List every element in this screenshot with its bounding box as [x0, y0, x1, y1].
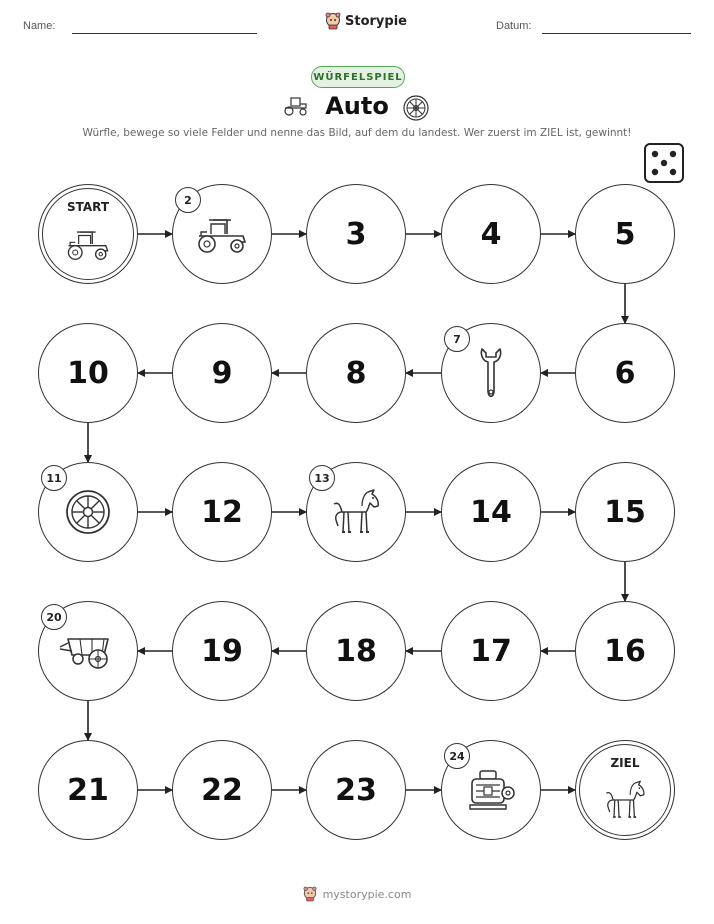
date-line[interactable]	[542, 33, 691, 34]
cell-number: 7	[444, 326, 470, 352]
board-cell-3	[306, 184, 406, 284]
board-cell-16	[575, 601, 675, 701]
cell-number: 24	[444, 743, 470, 769]
cell-number: 4	[480, 216, 502, 252]
footer-url: mystorypie.com	[322, 887, 412, 901]
mascot-icon	[303, 886, 317, 902]
board-cell-7	[441, 323, 541, 423]
board-cell-9	[172, 323, 272, 423]
board-cell-18	[306, 601, 406, 701]
wheel-icon	[403, 95, 429, 121]
cell-number: 18	[335, 633, 377, 669]
board-cell-6	[575, 323, 675, 423]
cell-number: 23	[335, 772, 377, 808]
wheel-icon	[65, 489, 111, 535]
board-cell-12	[172, 462, 272, 562]
board-cell-4	[441, 184, 541, 284]
horse-icon	[330, 486, 382, 538]
start-cell	[38, 184, 138, 284]
cell-number: 11	[41, 465, 67, 491]
cell-label: START	[66, 200, 110, 214]
tractor-icon	[193, 214, 251, 254]
cell-number: 16	[604, 633, 646, 669]
board-cell-11	[38, 462, 138, 562]
cell-number: 2	[175, 187, 201, 213]
game-type-badge: WÜRFELSPIEL	[311, 66, 405, 88]
name-line[interactable]	[72, 33, 257, 34]
cell-number: 15	[604, 494, 646, 530]
cell-number: 14	[470, 494, 512, 530]
cell-number: 8	[345, 355, 367, 391]
cell-number: 6	[614, 355, 636, 391]
board-cell-17	[441, 601, 541, 701]
engine-icon	[466, 767, 516, 813]
name-label: Name:	[23, 20, 56, 32]
cell-number: 10	[67, 355, 109, 391]
footer	[0, 886, 714, 902]
cell-number: 3	[345, 216, 367, 252]
dice-icon	[644, 143, 684, 183]
tractor-icon	[63, 227, 112, 261]
brand-name: Storypie	[345, 13, 407, 29]
page-title: Auto	[325, 92, 389, 120]
board-cell-23	[306, 740, 406, 840]
cell-number: 5	[614, 216, 636, 252]
board-cell-13	[306, 462, 406, 562]
board-cell-21	[38, 740, 138, 840]
finish-cell	[575, 740, 675, 840]
instructions: Würfle, bewege so viele Felder und nenne das Bild, auf dem du landest. Wer zuerst im ZIEL ist, gewinnt!	[82, 127, 632, 139]
board-cell-14	[441, 462, 541, 562]
cell-number: 13	[309, 465, 335, 491]
wrench-icon	[478, 345, 504, 401]
cell-number: 22	[201, 772, 243, 808]
board-cell-19	[172, 601, 272, 701]
board-cell-20	[38, 601, 138, 701]
cart-icon	[58, 631, 118, 671]
board-cell-8	[306, 323, 406, 423]
board-cell-15	[575, 462, 675, 562]
date-label: Datum:	[496, 20, 532, 32]
board-cell-22	[172, 740, 272, 840]
mascot-icon	[325, 12, 341, 30]
storypie-logo	[325, 12, 407, 30]
cell-number: 19	[201, 633, 243, 669]
cell-label: ZIEL	[610, 756, 640, 770]
tractor-icon	[282, 96, 310, 116]
board-cell-5	[575, 184, 675, 284]
board-cell-24	[441, 740, 541, 840]
cell-number: 12	[201, 494, 243, 530]
cell-number: 17	[470, 633, 512, 669]
cell-number: 20	[41, 604, 67, 630]
cell-number: 21	[67, 772, 109, 808]
board-cell-2	[172, 184, 272, 284]
horse-icon	[603, 778, 647, 822]
board-cell-10	[38, 323, 138, 423]
cell-number: 9	[211, 355, 233, 391]
